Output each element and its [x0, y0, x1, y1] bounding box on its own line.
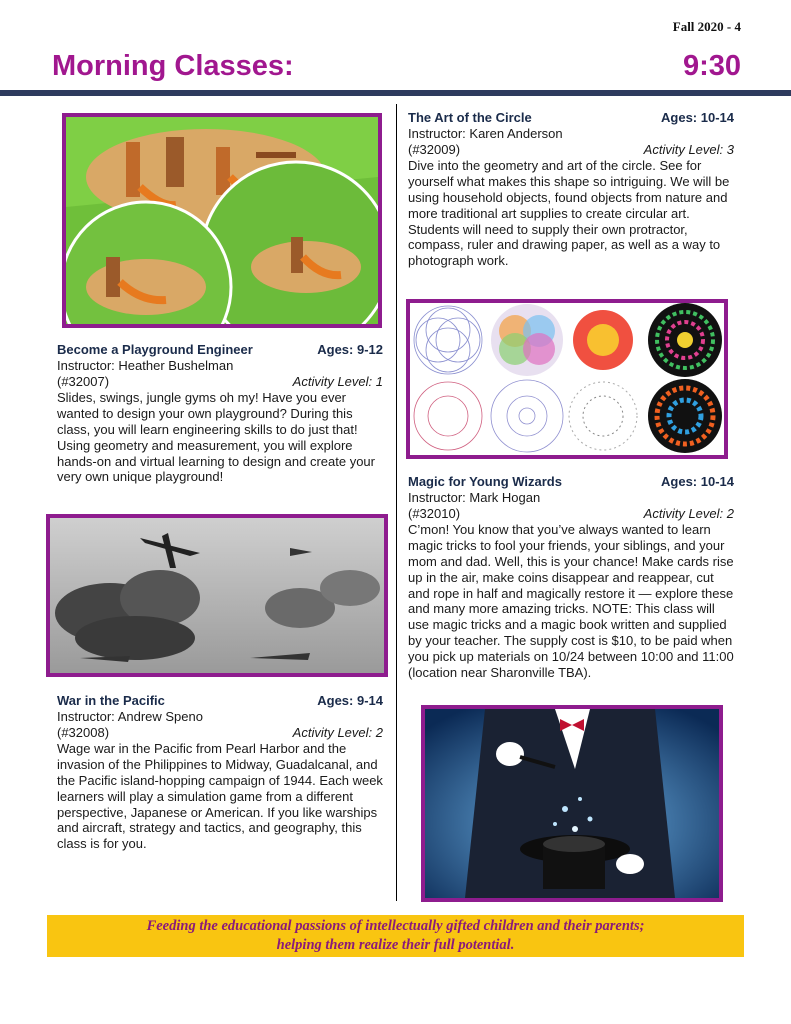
- class-instructor: Instructor: Andrew Speno: [57, 708, 203, 724]
- session-time: 9:30: [682, 50, 741, 82]
- class-activity-level: Activity Level: 2: [643, 505, 734, 521]
- footer-line-2: helping them realize their full potential.: [276, 937, 515, 953]
- footer-banner: [47, 915, 744, 957]
- playground-illustration: [66, 117, 378, 324]
- class-description: Dive into the geometry and art of the circle. See for yourself what makes this shape so intriguing. We will be using household objects, found objects from nature and more traditional art supplies to create circular art. Students will need to supply their own protractor, compass, ruler and drawing paper, as well as a way to photograph work.: [408, 158, 730, 269]
- page-tag: Fall 2020 - 4: [672, 19, 741, 34]
- class-ages: Ages: 10-14: [661, 110, 734, 125]
- class-instructor: Instructor: Mark Hogan: [408, 489, 541, 505]
- class-name: War in the Pacific: [57, 693, 165, 708]
- class-ages: Ages: 10-14: [661, 474, 734, 489]
- class-name: The Art of the Circle: [408, 110, 532, 125]
- circle-art-illustration: [410, 303, 724, 455]
- class-code: (#32009): [408, 141, 461, 157]
- pacific-war-illustration: [50, 518, 384, 673]
- class-name: Magic for Young Wizards: [408, 474, 562, 489]
- column-divider: [396, 104, 397, 901]
- class-description: Slides, swings, jungle gyms oh my! Have you ever wanted to design your own playground? During this class, you will learn engineering skills to do just that! Using geometry and measurement, you will explore hands-on and virtual learning to design and create your very own unique playground!: [57, 390, 375, 485]
- class-ages: Ages: 9-14: [317, 693, 383, 708]
- class-activity-level: Activity Level: 3: [643, 141, 734, 157]
- class-code: (#32008): [57, 724, 110, 740]
- class-ages: Ages: 9-12: [317, 342, 383, 357]
- class-code: (#32007): [57, 373, 110, 389]
- class-code: (#32010): [408, 505, 461, 521]
- class-war-in-the-pacific: [57, 693, 383, 852]
- class-description: C’mon! You know that you’ve always wanted to learn magic tricks to fool your friends, your siblings, and your mom and dad. Well, this is your chance! Make cards rise up in the air, make coins disappear and reappear, cut and rope in half and magically restore it — explore these and many more amazing tricks. NOTE: This class will use magic tricks and a magic book written and supplied by your teacher. The supply cost is $10, to be paid when you pick up materials on 10/24 between 10:00 and 11:00 (location near Sharonville TBA).: [408, 522, 734, 680]
- class-description: Wage war in the Pacific from Pearl Harbor and the invasion of the Philippines to Midway, Guadalcanal, and the Pacific island-hopping campaign of 1944. Each week learners will play a simulation game from a different perspective, Japanese or American. If you like warships and aircraft, strategy and tactics, and geography, this class is for you.: [57, 741, 383, 852]
- playground-photo: [62, 113, 382, 328]
- pacific-war-photo: [46, 514, 388, 677]
- header-rule: [0, 90, 791, 96]
- class-activity-level: Activity Level: 2: [292, 724, 383, 740]
- class-instructor: Instructor: Heather Bushelman: [57, 357, 234, 373]
- magician-photo: [421, 705, 723, 902]
- footer-line-1: Feeding the educational passions of intellectually gifted children and their parents;: [146, 918, 645, 934]
- magician-illustration: [425, 709, 719, 898]
- circle-art-photo: [406, 299, 728, 459]
- class-instructor: Instructor: Karen Anderson: [408, 125, 563, 141]
- class-art-of-the-circle: [408, 110, 734, 269]
- class-name: Become a Playground Engineer: [57, 342, 253, 357]
- class-activity-level: Activity Level: 1: [292, 373, 383, 389]
- class-playground-engineer: [57, 342, 383, 485]
- class-magic-for-young-wizards: [408, 474, 734, 680]
- page-title: Morning Classes:: [52, 50, 294, 82]
